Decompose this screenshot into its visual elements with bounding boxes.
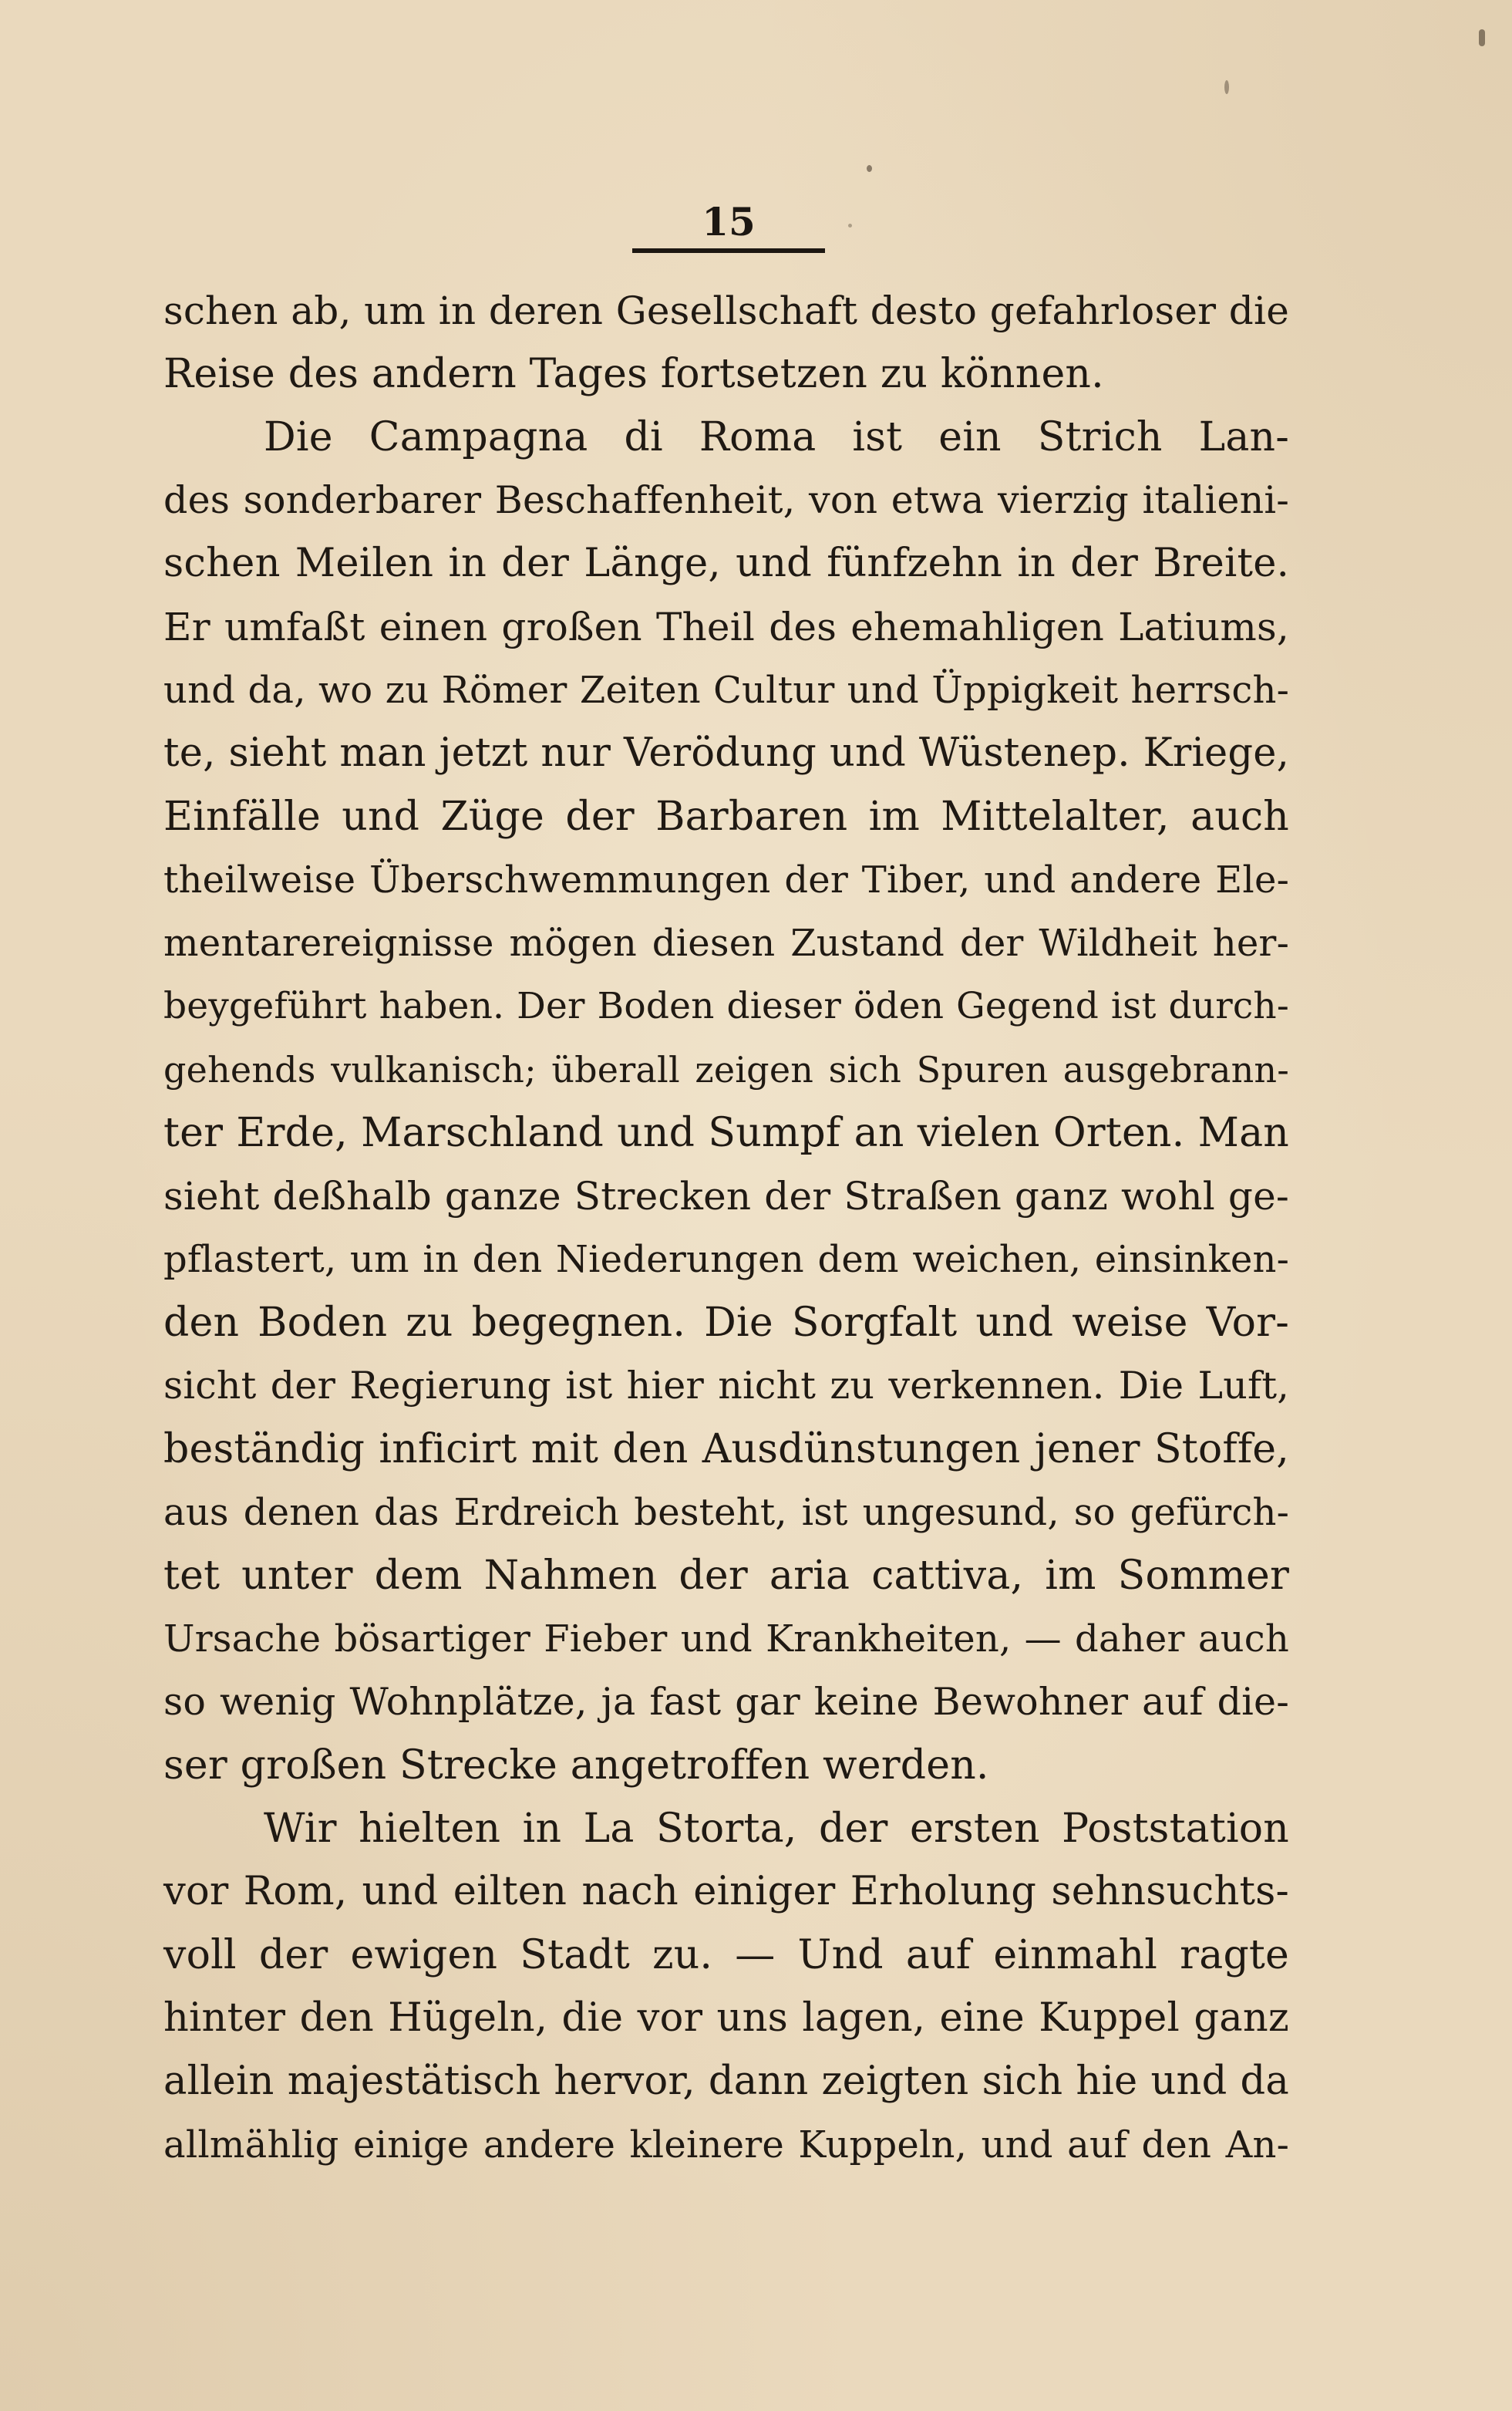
- text-line: gehends vulkanisch; überall zeigen sich Spuren ausgebrann-: [163, 1049, 1289, 1091]
- page-number: 15: [702, 199, 756, 244]
- ink-speck: [867, 165, 872, 172]
- text-line: sieht deßhalb ganze Strecken der Straßen ganz wohl ge-: [163, 1174, 1289, 1219]
- header-rule: [632, 248, 825, 253]
- text-line: den Boden zu begegnen. Die Sorgfalt und weise Vor-: [163, 1300, 1289, 1346]
- ink-speck: [848, 224, 852, 228]
- text-line: hinter den Hügeln, die vor uns lagen, eine Kuppel ganz: [163, 1995, 1289, 2041]
- text-line: te, sieht man jetzt nur Verödung und Wüstenep. Kriege,: [163, 730, 1289, 776]
- text-line: allein majestätisch hervor, dann zeigten sich hie und da: [163, 2059, 1289, 2104]
- ink-speck: [1479, 29, 1485, 46]
- text-line: theilweise Überschwemmungen der Tiber, und andere Ele-: [163, 858, 1289, 902]
- text-line: so wenig Wohnplätze, ja fast gar keine Bewohner auf die-: [163, 1680, 1289, 1724]
- text-line: pflastert, um in den Niederungen dem weichen, einsinken-: [163, 1238, 1289, 1281]
- ink-speck: [1224, 80, 1229, 94]
- page-header: [632, 199, 825, 253]
- text-line: vor Rom, und eilten nach einiger Erholung sehnsuchts-: [163, 1869, 1289, 1914]
- text-line: schen Meilen in der Länge, und fünfzehn in der Breite.: [163, 541, 1289, 586]
- text-line: Reise des andern Tages fortsetzen zu können.: [163, 351, 1104, 397]
- text-line: mentarereignisse mögen diesen Zustand der Wildheit her-: [163, 922, 1289, 965]
- text-line: Ursache bösartiger Fieber und Krankheiten, — daher auch: [163, 1617, 1289, 1661]
- text-line: beständig inficirt mit den Ausdünstungen jener Stoffe,: [163, 1426, 1289, 1472]
- text-line: ter Erde, Marschland und Sumpf an vielen Orten. Man: [163, 1110, 1289, 1156]
- text-line: beygeführt haben. Der Boden dieser öden Gegend ist durch-: [163, 985, 1289, 1027]
- text-line: Wir hielten in La Storta, der ersten Poststation: [264, 1806, 1289, 1852]
- text-line: aus denen das Erdreich besteht, ist ungesund, so gefürch-: [163, 1491, 1289, 1534]
- text-line: sicht der Regierung ist hier nicht zu verkennen. Die Luft,: [163, 1364, 1289, 1408]
- text-line: Er umfaßt einen großen Theil des ehemahligen Latiums,: [163, 605, 1289, 649]
- text-line: und da, wo zu Römer Zeiten Cultur und Üppigkeit herrsch-: [163, 669, 1289, 712]
- text-line: allmählig einige andere kleinere Kuppeln, und auf den An-: [163, 2123, 1289, 2167]
- text-line: Einfälle und Züge der Barbaren im Mittelalter, auch: [163, 794, 1289, 840]
- text-line: tet unter dem Nahmen der aria cattiva, im Sommer: [163, 1553, 1289, 1599]
- text-line: ser großen Strecke angetroffen werden.: [163, 1742, 989, 1789]
- text-line: voll der ewigen Stadt zu. — Und auf einmahl ragte: [163, 1932, 1289, 1978]
- text-line: des sonderbarer Beschaffenheit, von etwa vierzig italieni-: [163, 478, 1289, 522]
- text-line: schen ab, um in deren Gesellschaft desto gefahrloser die: [163, 288, 1289, 333]
- body-text: [163, 279, 1289, 2177]
- text-line: Die Campagna di Roma ist ein Strich Lan-: [264, 414, 1289, 460]
